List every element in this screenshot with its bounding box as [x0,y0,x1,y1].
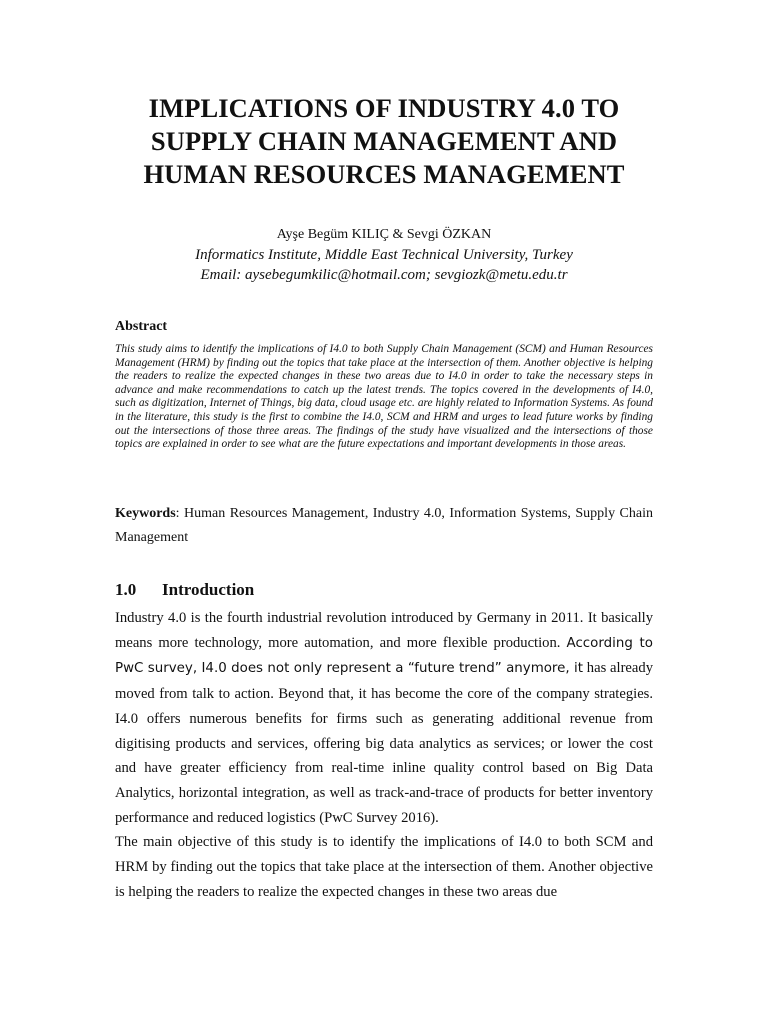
abstract-heading: Abstract [115,319,168,334]
author-names: Ayşe Begüm KILIÇ & Sevgi ÖZKAN [276,227,492,242]
intro-p1-part-c: has already moved from talk to action. Beyond that, it has become the core of the company strategies. I4.0 offers numerous benefits for firms such as generating additional revenue from digitising products and services, offering big data analytics as services; or lower the cost and have greater efficiency from real-time inline quality control based on Big Data Analytics, horizontal integration, as well as track-and-trace of products for better inventory performance and reduced logistics (PwC Survey 2016). [115,660,653,826]
intro-paragraph-1 [115,606,653,830]
keywords [115,502,653,550]
title-line-3: HUMAN RESOURCES MANAGEMENT [143,159,625,189]
intro-p1-part-a: Industry 4.0 is the fourth industrial revolution introduced by Germany in 2011. It basically means more technology, more automation, and more flexible production. [115,610,653,651]
paper-title [60,92,708,191]
section-number: 1.0 [115,580,137,599]
section-heading [115,579,254,601]
author-affiliation: Informatics Institute, Middle East Technical University, Turkey [195,247,573,263]
intro-p1-part-b: According to PwC survey, I4.0 does not only represent a “future trend” anymore, it [115,635,653,677]
abstract-body: This study aims to identify the implications of I4.0 to both Supply Chain Management (SCM) and Human Resources Management (HRM) by finding out the topics that take place at the intersection of them. Another objective is helping the readers to realize the expected changes in these two areas due to I4.0 in order to take the necessary steps in advance and make recommendations to catch up the latest trends. The topics covered in the developments of I4.0, such as digitization, Internet of Things, big data, cloud usage etc. are highly related to Information Systems. As found in the literature, this study is the first to combine the I4.0, SCM and HRM and urges to lead future works by finding out the intersections of those three areas. The findings of the study have visualized and the intersections of those topics are explained in order to see what are the future expectations and important developments in those areas. [115,343,653,451]
section-title: Introduction [162,580,255,599]
keywords-text: : Human Resources Management, Industry 4.0, Information Systems, Supply Chain Management [115,506,653,545]
author-email: Email: aysebegumkilic@hotmail.com; sevgiozk@metu.edu.tr [200,267,568,283]
title-line-2: SUPPLY CHAIN MANAGEMENT AND [150,126,618,156]
intro-paragraph-2: The main objective of this study is to identify the implications of I4.0 to both SCM and HRM by finding out the topics that take place at the intersection of them. Another objective is helping the readers to realize the expected changes in these two areas due [115,834,653,900]
title-line-1: IMPLICATIONS OF INDUSTRY 4.0 TO [148,93,620,123]
keywords-label: Keywords [115,506,176,521]
introduction-body [115,606,653,904]
